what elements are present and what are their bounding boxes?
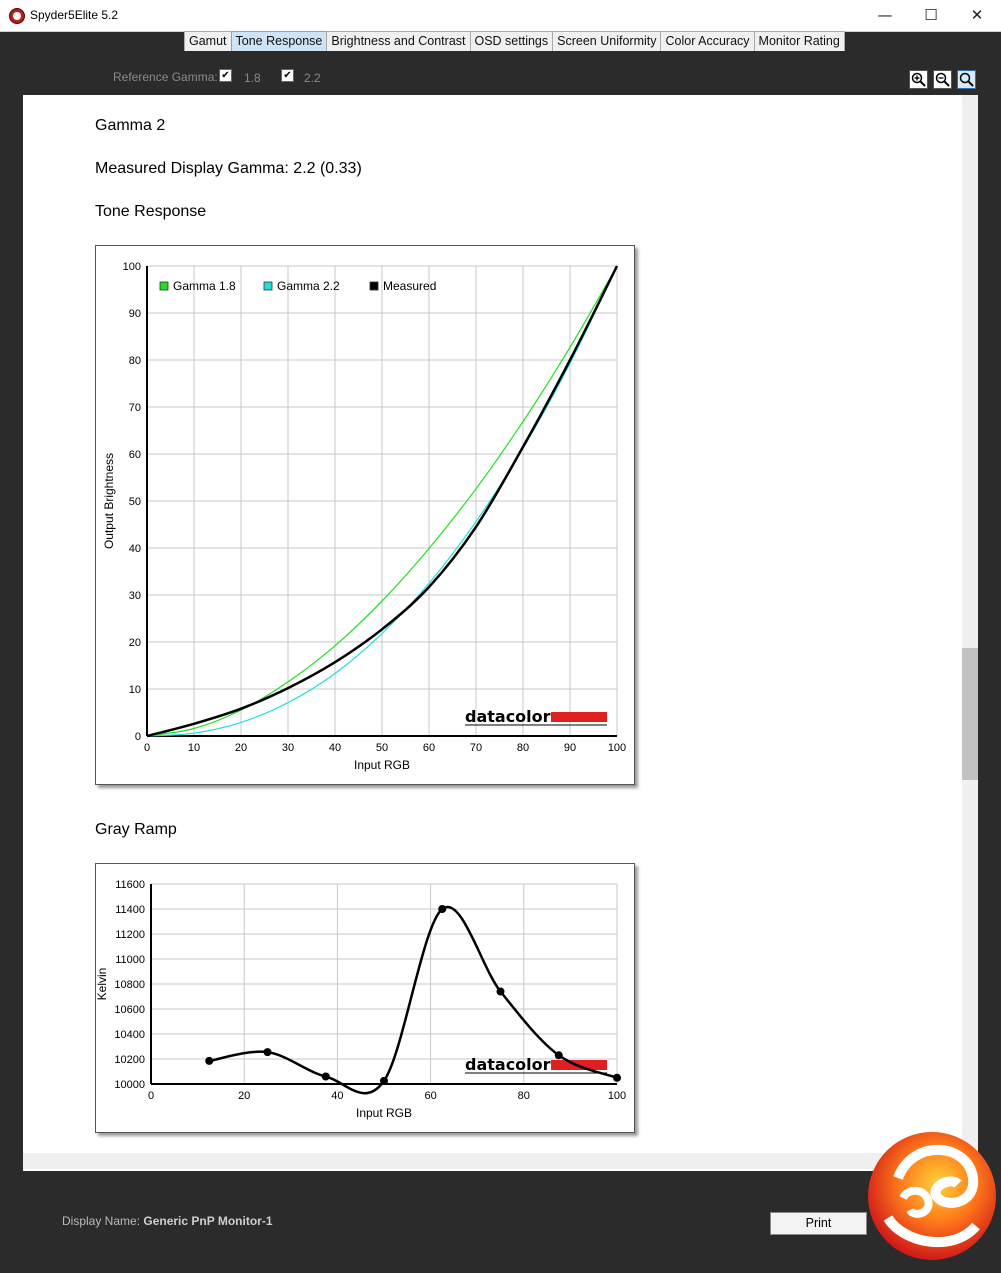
legend-label: Measured [383, 279, 437, 293]
legend-label: Gamma 1.8 [173, 279, 236, 293]
kelvin-data-point [380, 1077, 388, 1085]
x-tick-label: 30 [281, 742, 295, 754]
minimize-button[interactable]: — [877, 6, 893, 24]
kelvin-data-point [205, 1057, 213, 1065]
zoom-out-button[interactable] [933, 70, 952, 89]
legend-swatch [264, 282, 272, 290]
gamma-heading: Gamma 2 [95, 117, 166, 134]
y-tick-label: 50 [128, 496, 141, 508]
app-icon [9, 8, 25, 24]
gray-ramp-svg [96, 864, 634, 1132]
y-tick-label: 10 [128, 684, 141, 696]
tab-gamut[interactable]: Gamut [184, 31, 232, 51]
x-tick-label: 0 [147, 1090, 155, 1102]
x-tick-label: 40 [328, 742, 342, 754]
gray-ramp-chart [95, 863, 635, 1133]
watermark-text: datacolor [465, 707, 551, 726]
tab-brightness-contrast[interactable]: Brightness and Contrast [326, 31, 470, 51]
x-tick-label: 40 [331, 1090, 344, 1102]
print-button[interactable]: Print [770, 1212, 867, 1235]
zoom-out-icon [934, 71, 951, 88]
gamma-1-8-label: 1.8 [244, 71, 261, 85]
tone-response-title: Tone Response [95, 203, 207, 220]
x-tick-label: 80 [517, 1090, 530, 1102]
scrollbar-thumb[interactable] [962, 648, 978, 780]
kelvin-data-point [497, 988, 505, 996]
zoom-in-button[interactable] [909, 70, 928, 89]
y-tick-label: 11400 [115, 904, 145, 916]
y-tick-label: 30 [128, 590, 141, 602]
window-title: Spyder5Elite 5.2 [30, 8, 119, 22]
x-tick-label: 50 [375, 742, 389, 754]
horizontal-scrollbar[interactable] [23, 1153, 962, 1169]
x-tick-label: 80 [516, 742, 530, 754]
tab-tone-response[interactable]: Tone Response [231, 31, 328, 51]
y-tick-label: 90 [128, 308, 141, 320]
legend-swatch [370, 282, 378, 290]
x-tick-label: 100 [607, 1090, 627, 1102]
gamma-1-8-checkbox[interactable]: ✔ [219, 69, 232, 82]
tone-response-svg [96, 246, 634, 784]
tab-screen-uniformity[interactable]: Screen Uniformity [552, 31, 661, 51]
site-logo [858, 1118, 1000, 1268]
y-axis-label: Kelvin [96, 967, 109, 1001]
x-tick-label: 70 [469, 742, 483, 754]
y-tick-label: 70 [128, 402, 141, 414]
y-tick-label: 11200 [115, 929, 145, 941]
kelvin-data-point [438, 905, 446, 913]
y-tick-label: 20 [128, 637, 141, 649]
y-tick-label: 10000 [114, 1079, 145, 1091]
display-name-value: Generic PnP Monitor-1 [143, 1214, 273, 1228]
maximize-button[interactable]: ☐ [924, 6, 938, 24]
x-tick-label: 0 [143, 742, 151, 754]
measured-gamma-text: Measured Display Gamma: 2.2 (0.33) [95, 160, 362, 177]
y-tick-label: 10400 [114, 1029, 145, 1041]
watermark-text: datacolor [465, 1055, 551, 1074]
x-tick-label: 10 [187, 742, 201, 754]
tone-response-chart [95, 245, 635, 785]
x-tick-label: 60 [422, 742, 436, 754]
gamma-2-2-checkbox[interactable]: ✔ [281, 69, 294, 82]
title-bar [0, 0, 1001, 32]
legend-swatch [160, 282, 168, 290]
kelvin-data-point [264, 1048, 272, 1056]
close-button[interactable]: ✕ [970, 6, 984, 24]
tab-color-accuracy[interactable]: Color Accuracy [660, 31, 754, 51]
y-tick-label: 60 [128, 449, 141, 461]
y-tick-label: 10600 [114, 1004, 145, 1016]
x-tick-label: 20 [238, 1090, 251, 1102]
x-tick-label: 20 [234, 742, 248, 754]
tab-monitor-rating[interactable]: Monitor Rating [754, 31, 845, 51]
y-tick-label: 0 [134, 731, 141, 743]
y-tick-label: 10800 [114, 979, 145, 991]
y-tick-label: 10200 [114, 1054, 145, 1066]
zoom-fit-button[interactable] [957, 70, 976, 89]
x-tick-label: 90 [563, 742, 577, 754]
y-tick-label: 100 [122, 261, 141, 273]
y-tick-label: 11000 [115, 954, 145, 966]
kelvin-data-point [555, 1051, 563, 1059]
x-axis-label: Input RGB [355, 1106, 413, 1120]
y-tick-label: 40 [128, 543, 141, 555]
y-tick-label: 11600 [115, 879, 145, 891]
x-axis-label: Input RGB [353, 758, 411, 772]
vertical-scrollbar[interactable] [962, 95, 978, 1171]
zoom-fit-icon [958, 71, 975, 88]
y-tick-label: 80 [128, 355, 141, 367]
report-panel [23, 95, 962, 1171]
x-tick-label: 60 [424, 1090, 437, 1102]
reference-gamma-label: Reference Gamma: [113, 70, 218, 84]
tab-bar [184, 31, 844, 52]
gray-ramp-title: Gray Ramp [95, 821, 177, 838]
display-name-label: Display Name: [62, 1214, 141, 1228]
gamma-2-2-label: 2.2 [304, 71, 321, 85]
watermark-bar [551, 712, 607, 722]
zoom-in-icon [910, 71, 927, 88]
tab-osd-settings[interactable]: OSD settings [470, 31, 554, 51]
x-tick-label: 100 [607, 742, 627, 754]
legend-label: Gamma 2.2 [277, 279, 340, 293]
y-axis-label: Output Brightness [102, 452, 116, 550]
display-name [62, 1214, 273, 1228]
kelvin-data-point [613, 1074, 621, 1082]
kelvin-data-point [322, 1073, 330, 1081]
